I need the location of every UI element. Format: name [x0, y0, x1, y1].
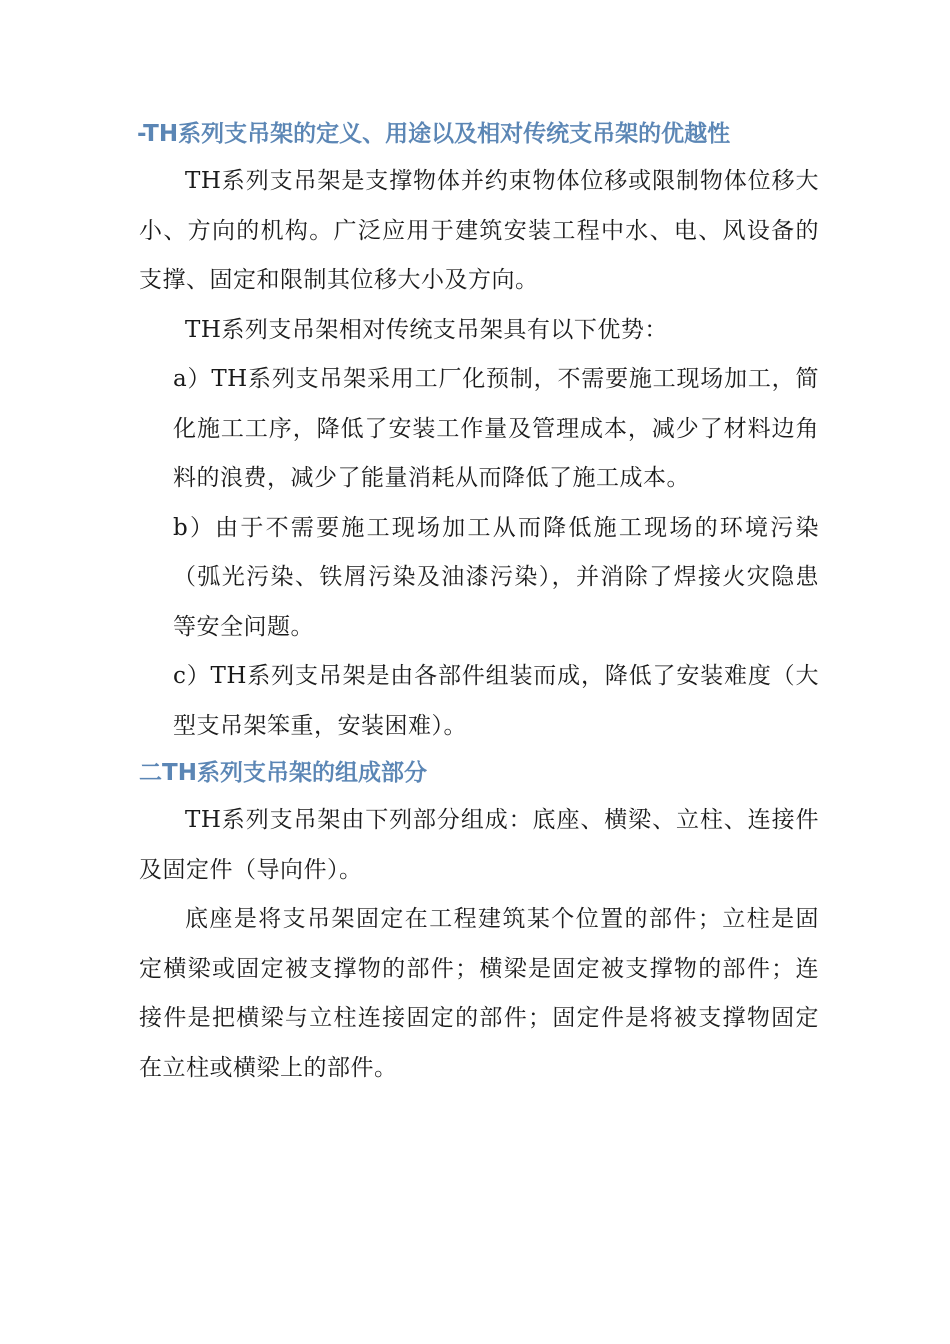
- advantage-item-b: b）由于不需要施工现场加工从而降低施工现场的环境污染（弧光污染、铁屑污染及油漆污染），并消除了焊接火灾隐患等安全问题。: [173, 514, 819, 640]
- section-1-heading: -TH系列支吊架的定义、用途以及相对传统支吊架的优越性: [137, 121, 731, 147]
- section-2-heading: 二TH系列支吊架的组成部分: [139, 760, 427, 786]
- section-1-paragraph-1: TH系列支吊架是支撑物体并约束物体位移或限制物体位移大小、方向的机构。广泛应用于建筑安装工程中水、电、风设备的支撑、固定和限制其位移大小及方向。: [139, 168, 819, 293]
- document-body: [139, 112, 819, 1093]
- advantage-item-c: c）TH系列支吊架是由各部件组装而成，降低了安装难度（大型支吊架笨重，安装困难）。: [173, 663, 819, 739]
- section-2-paragraph-1: TH系列支吊架由下列部分组成：底座、横梁、立柱、连接件及固定件（导向件）。: [139, 807, 819, 883]
- section-1-paragraph-2: TH系列支吊架相对传统支吊架具有以下优势：: [185, 316, 668, 343]
- advantage-item-a: a）TH系列支吊架采用工厂化预制，不需要施工现场加工，简化施工工序，降低了安装工作量及管理成本，减少了材料边角料的浪费，减少了能量消耗从而降低了施工成本。: [173, 366, 819, 491]
- section-2-paragraph-2: 底座是将支吊架固定在工程建筑某个位置的部件；立柱是固定横梁或固定被支撑物的部件；横梁是固定被支撑物的部件；连接件是把横梁与立柱连接固定的部件；固定件是将被支撑物固定在立柱或横梁上的部件。: [139, 906, 819, 1081]
